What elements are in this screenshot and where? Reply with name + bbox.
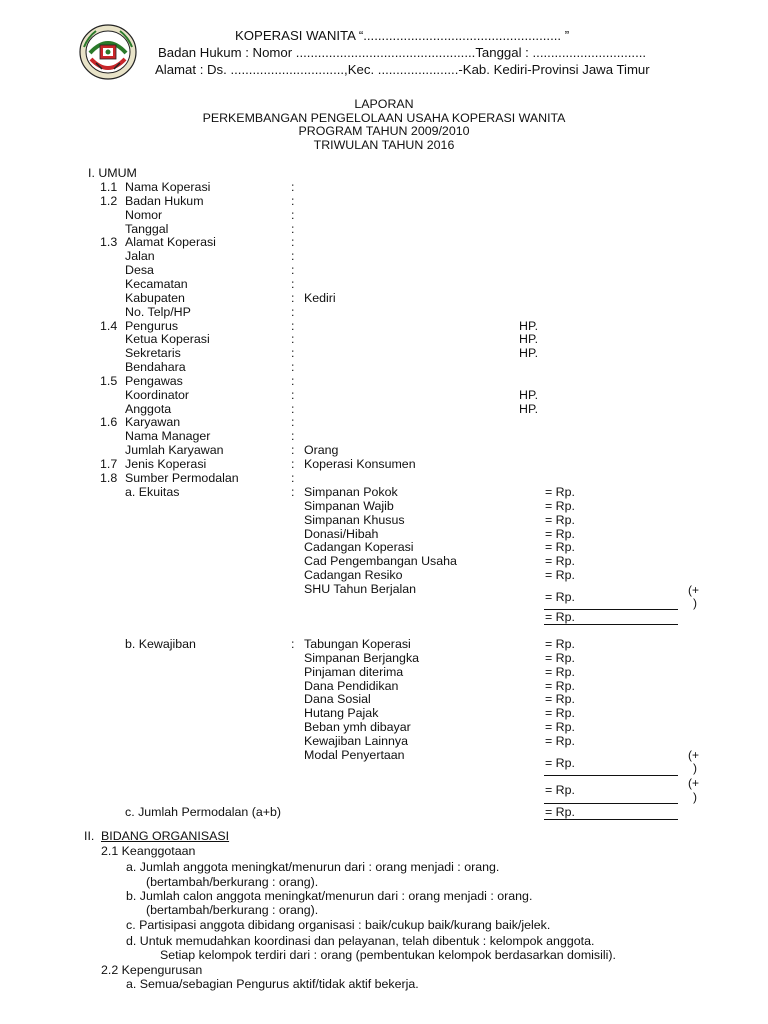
report-period: TRIWULAN TAHUN 2016 — [313, 138, 455, 152]
kewajiban-plus-open: (+ — [688, 748, 700, 762]
row-number: 1.7 — [100, 457, 118, 471]
row-colon: : — [291, 180, 295, 194]
row-colon: : — [291, 263, 295, 278]
kewajiban-label: b. Kewajiban — [125, 637, 196, 651]
row-colon: : — [291, 401, 295, 416]
ekuitas-rp: = Rp. — [545, 498, 575, 513]
ekuitas-rp: = Rp. — [545, 568, 575, 583]
row-label: Jalan — [125, 249, 155, 264]
ekuitas-item: Simpanan Wajib — [304, 498, 394, 513]
header-line-alamat: Alamat : Ds. ...............................,Kec. ......................-Kab. Kediri-Provinsi Jawa Timur — [155, 62, 650, 77]
row-colon: : — [291, 304, 295, 319]
item-a-line2: (bertambah/berkurang : orang). — [146, 875, 319, 889]
row-value: Orang — [304, 443, 339, 458]
kewajiban-rp: = Rp. — [545, 650, 575, 665]
row-colon: : — [291, 332, 295, 347]
jumlah-permodalan-label: c. Jumlah Permodalan (a+b) — [125, 805, 281, 819]
ekuitas-colon: : — [291, 485, 295, 499]
row-label: Nomor — [125, 207, 163, 222]
row-label: Nama Koperasi — [125, 180, 211, 194]
ekuitas-rp: = Rp. — [545, 540, 575, 555]
kewajiban-plus-close: ) — [693, 761, 697, 775]
row-value: Koperasi Konsumen — [304, 457, 416, 471]
row-value: Kediri — [304, 290, 336, 305]
item-b-line2: (bertambah/berkurang : orang). — [146, 903, 319, 917]
row-colon: : — [291, 457, 295, 471]
kewajiban-item: Simpanan Berjangka — [304, 650, 420, 665]
row-label: Sekretaris — [125, 346, 181, 361]
ekuitas-plus-close: ) — [693, 596, 697, 610]
row-hp: HP. — [519, 401, 539, 416]
row-colon: : — [291, 429, 295, 444]
kewajiban-rp: = Rp. — [545, 733, 575, 748]
report-title: LAPORAN — [354, 97, 414, 111]
row-label: Bendahara — [125, 360, 186, 375]
kewajiban-item: Hutang Pajak — [304, 706, 379, 721]
ekuitas-item: Simpanan Pokok — [304, 485, 398, 499]
header-line-name: KOPERASI WANITA “...................................................... ” — [235, 28, 570, 43]
row-colon: : — [291, 360, 295, 375]
ekuitas-total-rp: = Rp. — [545, 610, 575, 624]
row-number: 1.4 — [100, 318, 118, 333]
row-label: Jumlah Karyawan — [125, 443, 224, 458]
kewajiban-item: Tabungan Koperasi — [304, 637, 411, 651]
kewajiban-item: Dana Sosial — [304, 692, 371, 707]
row-colon: : — [291, 193, 295, 208]
kewajiban-item: Modal Penyertaan — [304, 747, 405, 762]
item-a-line1: a. Jumlah anggota meningkat/menurun dari : orang menjadi : orang. — [126, 860, 500, 874]
row-number: 1.5 — [100, 373, 118, 388]
row-label: Anggota — [125, 401, 172, 416]
kewajiban-rp: = Rp. — [545, 692, 575, 707]
ekuitas-item: Cad Pengembangan Usaha — [304, 554, 457, 569]
row-number: 1.6 — [100, 415, 118, 430]
kewajiban-total-rp: = Rp. — [545, 783, 575, 797]
row-label: Ketua Koperasi — [125, 332, 210, 347]
ekuitas-plus-open: (+ — [688, 583, 700, 597]
row-hp: HP. — [519, 346, 539, 361]
row-label: Kecamatan — [125, 276, 188, 291]
row-hp: HP. — [519, 332, 539, 347]
keanggotaan-heading: 2.1 Keanggotaan — [101, 844, 196, 858]
item-b-line1: b. Jumlah calon anggota meningkat/menurun dari : orang menjadi : orang. — [126, 889, 533, 903]
row-label: Pengurus — [125, 318, 179, 333]
row-colon: : — [291, 235, 295, 250]
row-number: 1.8 — [100, 470, 118, 485]
kewajiban-total-line — [544, 803, 678, 804]
row-label: Desa — [125, 263, 154, 278]
kewajiban-item: Kewajiban Lainnya — [304, 733, 409, 748]
item-c-line1: c. Partisipasi anggota dibidang organisasi : baik/cukup baik/kurang baik/jelek. — [126, 918, 551, 932]
section-organisasi-number: II. — [84, 829, 95, 843]
row-colon: : — [291, 470, 295, 485]
ekuitas-item: Cadangan Resiko — [304, 568, 403, 583]
row-label: Badan Hukum — [125, 193, 204, 208]
kepengurusan-heading: 2.2 Kepengurusan — [101, 963, 203, 977]
row-colon: : — [291, 318, 295, 333]
item-d-line2: Setiap kelompok terdiri dari : orang (pembentukan kelompok berdasarkan domisili). — [160, 948, 616, 962]
ekuitas-item: Cadangan Koperasi — [304, 540, 414, 555]
kewajiban-rp: = Rp. — [545, 720, 575, 735]
row-colon: : — [291, 290, 295, 305]
row-label: Koordinator — [125, 387, 190, 402]
row-label: Alamat Koperasi — [125, 235, 216, 250]
kewajiban-rp: = Rp. — [545, 637, 575, 651]
ekuitas-total-line — [544, 624, 678, 625]
row-label: Pengawas — [125, 373, 183, 388]
kewajiban-item: Dana Pendidikan — [304, 678, 399, 693]
item-d-line1: d. Untuk memudahkan koordinasi dan pelayanan, telah dibentuk : kelompok anggota. — [126, 934, 595, 948]
section-organisasi-heading: BIDANG ORGANISASI — [101, 829, 230, 843]
kepengurusan-item-a: a. Semua/sebagian Pengurus aktif/tidak aktif bekerja. — [126, 977, 419, 991]
row-hp: HP. — [519, 387, 539, 402]
total-plus-open: (+ — [688, 776, 700, 790]
header-line-badan-hukum: Badan Hukum : Nomor .................................................Tanggal : ............................... — [158, 45, 647, 60]
koperasi-logo — [78, 23, 138, 81]
row-colon: : — [291, 387, 295, 402]
row-colon: : — [291, 207, 295, 222]
ekuitas-label: a. Ekuitas — [125, 485, 180, 499]
kewajiban-rp: = Rp. — [545, 664, 575, 679]
row-hp: HP. — [519, 318, 539, 333]
ekuitas-item: SHU Tahun Berjalan — [304, 581, 417, 596]
report-program: PROGRAM TAHUN 2009/2010 — [298, 124, 470, 138]
row-label: Sumber Permodalan — [125, 470, 239, 485]
ekuitas-rp: = Rp. — [545, 485, 575, 499]
ekuitas-rp: = Rp. — [545, 554, 575, 569]
row-colon: : — [291, 415, 295, 430]
row-colon: : — [291, 373, 295, 388]
row-number: 1.3 — [100, 235, 118, 250]
row-number: 1.2 — [100, 193, 118, 208]
row-label: Karyawan — [125, 415, 181, 430]
row-colon: : — [291, 443, 295, 458]
kewajiban-rp: = Rp. — [545, 706, 575, 721]
row-label: Nama Manager — [125, 429, 211, 444]
ekuitas-rp: = Rp. — [545, 526, 575, 541]
ekuitas-rp-shu: = Rp. — [545, 590, 575, 604]
ekuitas-rp: = Rp. — [545, 512, 575, 527]
section-umum-heading: I. UMUM — [88, 166, 137, 180]
ekuitas-item: Donasi/Hibah — [304, 526, 379, 541]
report-subtitle: PERKEMBANGAN PENGELOLAAN USAHA KOPERASI WANITA — [202, 111, 566, 125]
row-label: No. Telp/HP — [125, 304, 191, 319]
total-plus-close: ) — [693, 790, 697, 804]
kewajiban-item: Pinjaman diterima — [304, 664, 404, 679]
row-label: Jenis Koperasi — [125, 457, 207, 471]
kewajiban-rp-modal: = Rp. — [545, 756, 575, 770]
kewajiban-item: Beban ymh dibayar — [304, 720, 411, 735]
row-colon: : — [291, 276, 295, 291]
row-colon: : — [291, 249, 295, 264]
row-label: Kabupaten — [125, 290, 185, 305]
row-colon: : — [291, 346, 295, 361]
jumlah-permodalan-line — [544, 819, 678, 820]
kewajiban-colon: : — [291, 637, 295, 651]
jumlah-permodalan-rp: = Rp. — [545, 805, 575, 819]
kewajiban-rp: = Rp. — [545, 678, 575, 693]
ekuitas-item: Simpanan Khusus — [304, 512, 405, 527]
row-number: 1.1 — [100, 180, 118, 194]
kewajiban-sum-line — [544, 775, 678, 776]
row-colon: : — [291, 221, 295, 236]
row-label: Tanggal — [125, 221, 169, 236]
